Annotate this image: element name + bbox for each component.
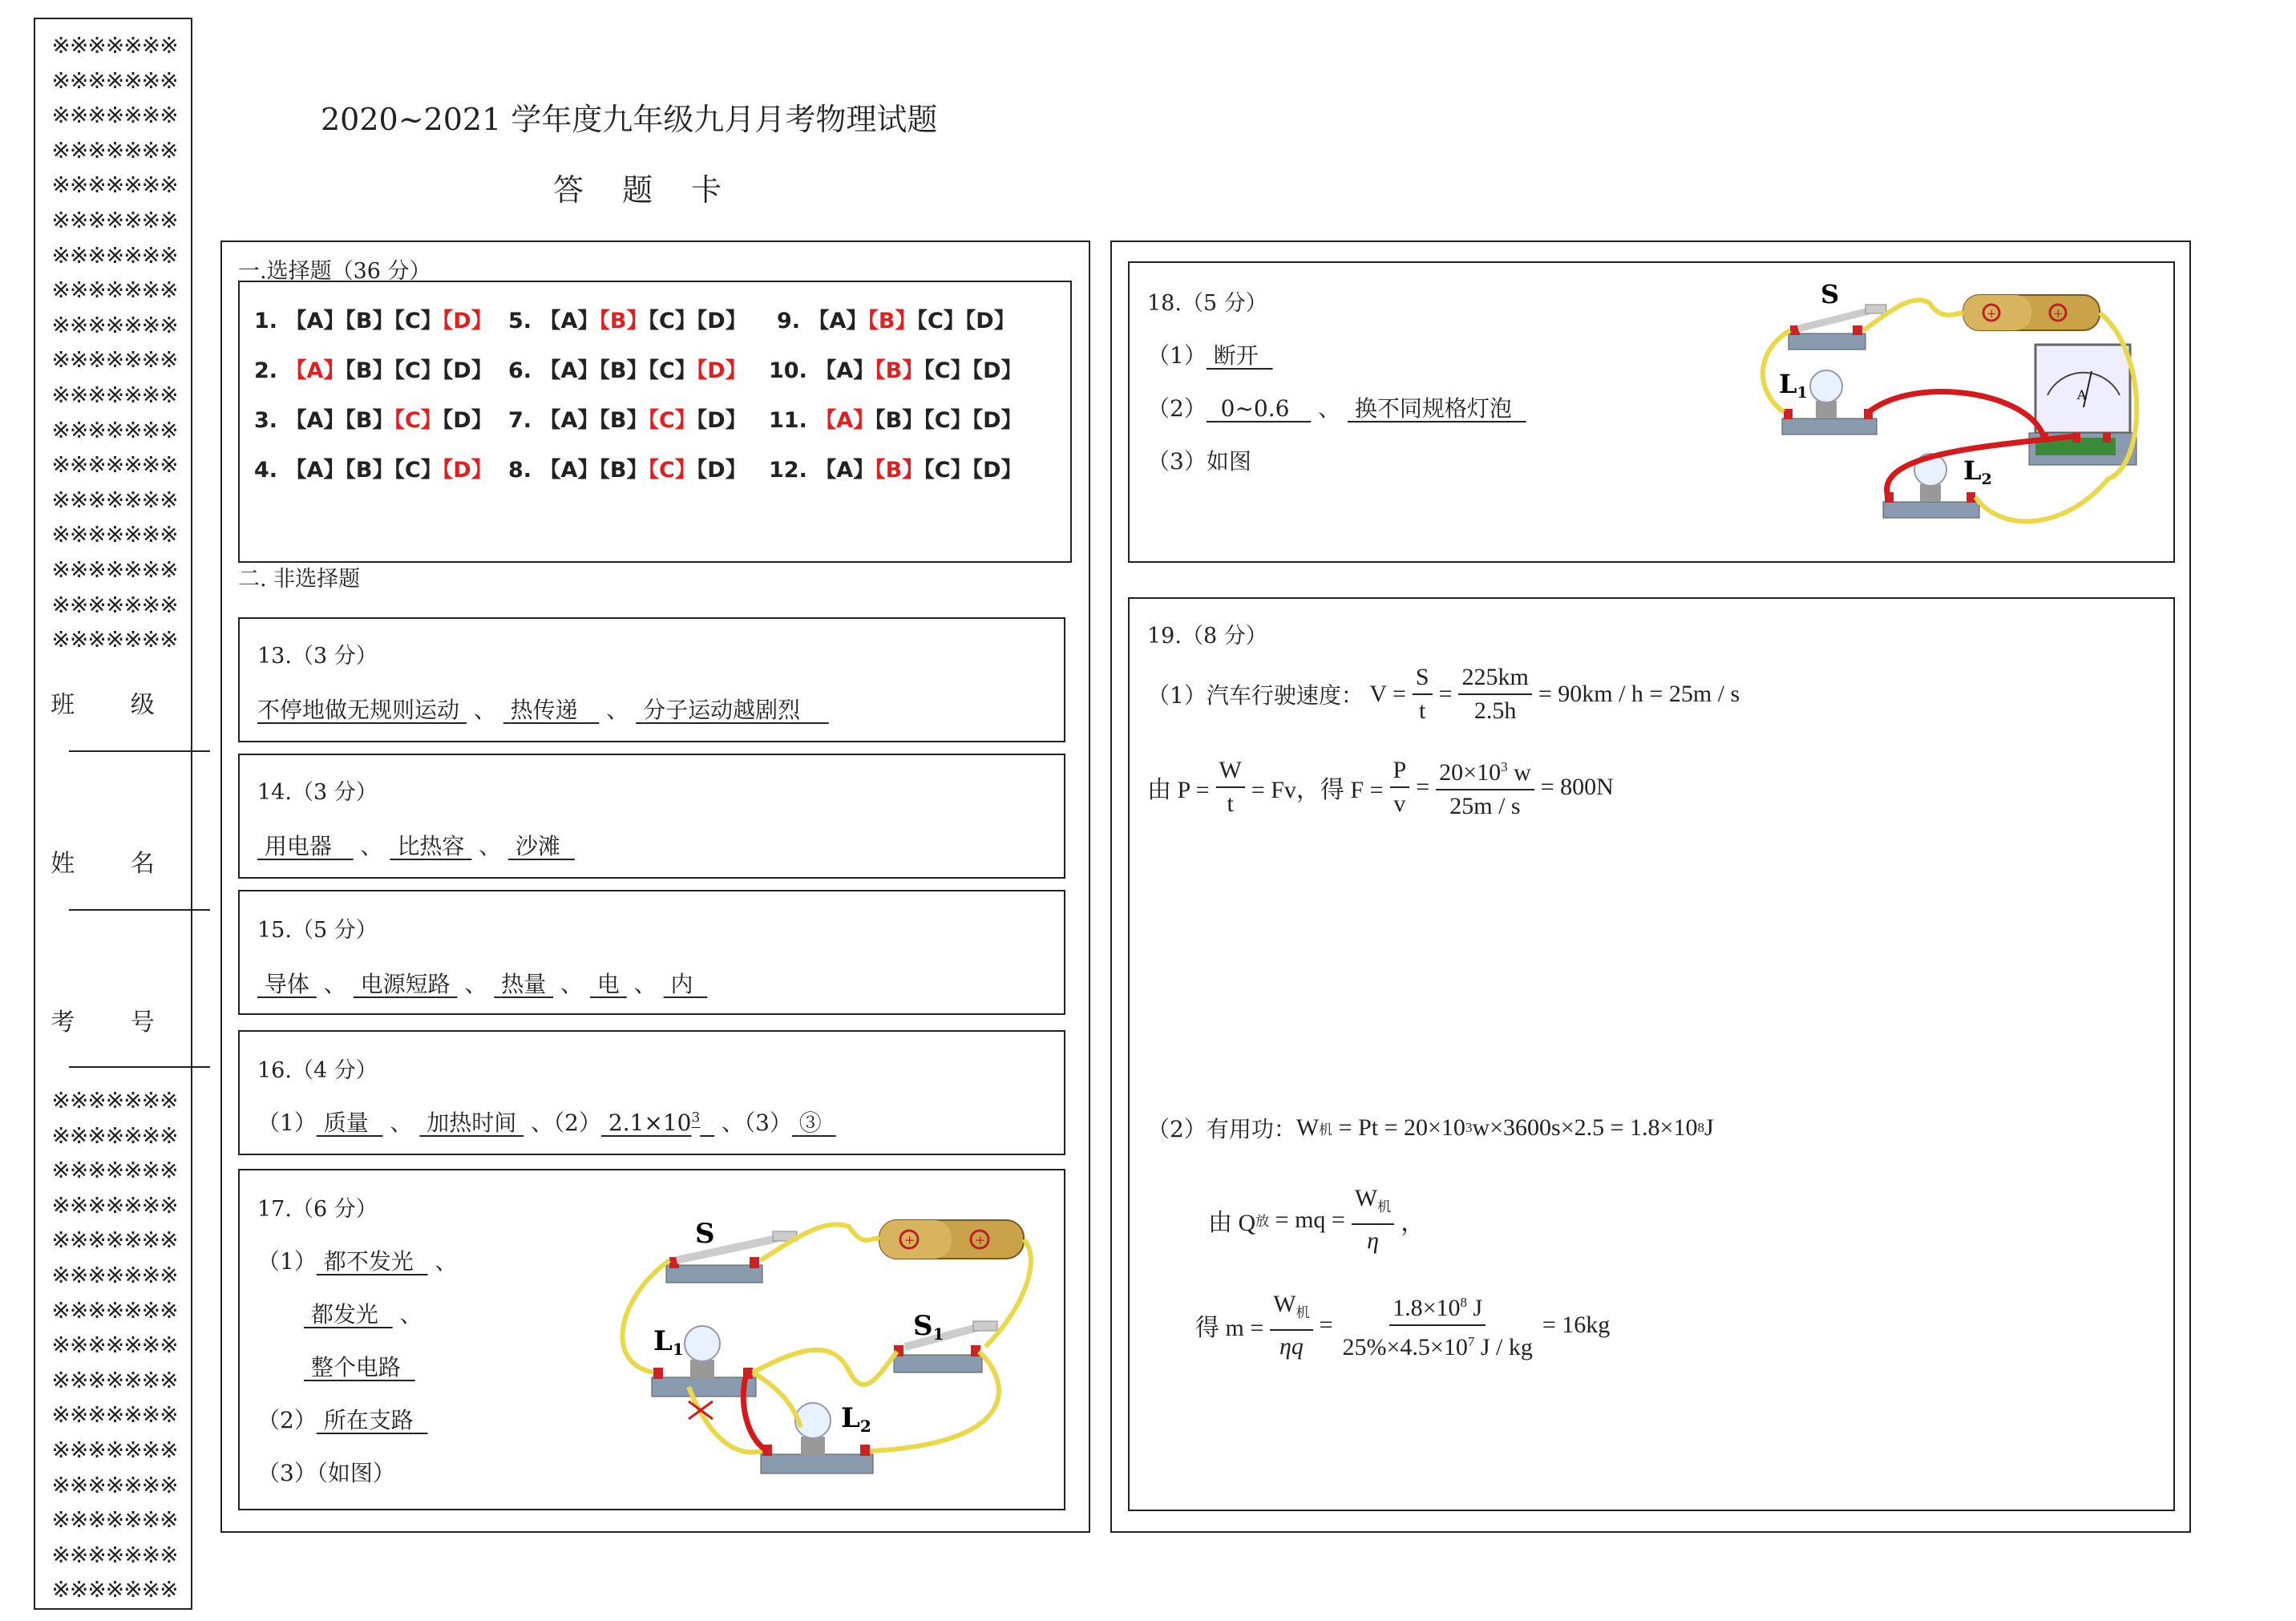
q14-answer-3: 沙滩 (515, 833, 561, 859)
q15-box (238, 890, 1065, 1015)
mc-question-number: 12. (769, 458, 807, 483)
seal-star-row: ※※※※※※※ (51, 172, 178, 199)
switch-s-label: S (1821, 279, 1840, 309)
q19-line-5: 得 m = $\frac{W_机}{\eta q}$ = $\frac{1.8\times 10^8 J}{25\%\times 4.5\times 10^7 J / kg}$ = 16kg (1195, 1287, 1610, 1364)
mc-question-number: 10. (769, 358, 807, 383)
seal-star-row: ※※※※※※※ (51, 207, 178, 233)
q17-answer-4: 所在支路 (323, 1407, 414, 1433)
seal-star-row: ※※※※※※※ (51, 32, 178, 59)
mc-option-c[interactable]: 【C】 (648, 309, 697, 333)
q16-answer-4: ③ (798, 1110, 822, 1136)
q14-answers: 用电器 、 比热容 、 沙滩 (264, 833, 561, 859)
seal-star-row: ※※※※※※※ (51, 486, 178, 513)
mc-option-b[interactable]: 【B】 (345, 458, 394, 483)
exam-no-label: 考 号 (51, 1009, 179, 1037)
mc-option-c[interactable]: 【C】 (648, 458, 697, 483)
battery-icon (1963, 295, 2100, 330)
seal-star-row: ※※※※※※※ (51, 67, 178, 94)
mc-option-d[interactable]: 【D】 (442, 458, 493, 483)
mc-question-5 (508, 303, 747, 334)
class-line (69, 750, 210, 752)
section2-title: 二. 非选择题 (238, 567, 361, 592)
mc-option-a[interactable]: 【A】 (815, 408, 875, 433)
mc-question-number: 4. (254, 458, 278, 483)
seal-star-row: ※※※※※※※ (51, 346, 178, 374)
q15-answers: 导体 、 电源短路 、 热量 、 电 、 内 (264, 971, 693, 997)
q18-answer-3: 换不同规格灯泡 (1354, 395, 1512, 422)
mc-question-2 (254, 353, 493, 384)
q17-answer-row-5: （3）（如图） (257, 1460, 395, 1486)
mc-option-b[interactable]: 【B】 (875, 408, 924, 433)
q16-answer-3: 2.1×10 (608, 1110, 692, 1136)
q13-heading: 13.（3 分） (257, 644, 378, 669)
q17-answer-3: 整个电路 (310, 1354, 401, 1380)
mc-question-9 (777, 303, 1016, 334)
lamp-l2-icon (1883, 454, 1992, 518)
q17-answer-1: 都不发光 (323, 1248, 414, 1275)
mc-option-c[interactable]: 【C】 (648, 358, 697, 383)
seal-star-row: ※※※※※※※ (51, 1541, 178, 1568)
mc-option-a[interactable]: 【A】 (539, 358, 600, 383)
seal-star-row: ※※※※※※※ (51, 451, 178, 479)
mc-question-1 (254, 303, 493, 334)
mc-question-12 (769, 452, 1023, 483)
mc-question-4 (254, 452, 493, 483)
q18-answer-row-2: （2） 0~0.6 、 换不同规格灯泡 (1147, 395, 1512, 422)
q13-answer-2: 热传递 (510, 697, 578, 723)
q13-answer-1: 不停地做无规则运动 (257, 697, 460, 723)
page-title: 2020~2021 学年度九年级九月月考物理试题 (321, 102, 938, 137)
q17-heading: 17.（6 分） (257, 1197, 378, 1222)
mc-option-d[interactable]: 【D】 (696, 408, 747, 433)
q19-line-2: 由 P = $\frac{W}{t}$ = Fv，得 F = $\frac{P}{v}$ = $\frac{20\times 10^3 w}{25m / s}$ = 800N (1147, 751, 1614, 823)
q14-box (238, 754, 1065, 879)
q15-answer-3: 热量 (501, 971, 547, 997)
mc-option-b[interactable]: 【B】 (599, 458, 649, 483)
mc-option-c[interactable]: 【C】 (916, 309, 965, 333)
switch-s-label: S (695, 1218, 715, 1250)
mc-question-10 (769, 353, 1023, 384)
mc-option-d[interactable]: 【D】 (964, 309, 1016, 333)
mc-option-b[interactable]: 【B】 (875, 358, 924, 383)
q18-circuit-diagram (1731, 271, 2148, 556)
mc-question-number: 5. (508, 309, 532, 333)
seal-star-row: ※※※※※※※ (51, 102, 178, 129)
mc-question-7 (508, 402, 747, 434)
mc-option-c[interactable]: 【C】 (924, 408, 972, 433)
seal-star-row: ※※※※※※※ (51, 1262, 178, 1288)
mc-option-b[interactable]: 【B】 (599, 358, 649, 383)
seal-star-row: ※※※※※※※ (51, 521, 178, 548)
mc-question-number: 1. (254, 309, 278, 333)
q16-box (238, 1030, 1065, 1155)
ammeter-icon (2029, 345, 2136, 465)
lamp-l1-label: L1 (653, 1325, 684, 1359)
mc-option-d[interactable]: 【D】 (442, 309, 493, 333)
mc-question-8 (508, 452, 747, 483)
switch-s1-icon (894, 1310, 997, 1372)
q13-box (238, 617, 1065, 742)
q16-answer-1: 质量 (323, 1110, 369, 1136)
q15-answer-1: 导体 (264, 971, 309, 997)
mc-option-c[interactable]: 【C】 (924, 358, 972, 383)
q18-answer-row-3: （3）如图 (1147, 448, 1251, 475)
seal-star-row: ※※※※※※※ (51, 1332, 178, 1359)
mc-option-a[interactable]: 【A】 (807, 309, 868, 333)
q18-answer-1: 断开 (1213, 342, 1259, 369)
q14-answer-1: 用电器 (264, 833, 332, 859)
lamp-l1-label: L1 (1779, 369, 1808, 402)
name-line (69, 909, 210, 911)
lamp-l2-icon (761, 1402, 873, 1473)
seal-star-row: ※※※※※※※ (51, 136, 178, 164)
section1-title: 一.选择题（36 分） (238, 259, 431, 284)
mc-option-a[interactable]: 【A】 (285, 408, 346, 433)
q13-answers: 不停地做无规则运动 、 热传递 、 分子运动越剧烈 (257, 697, 801, 723)
seal-star-row: ※※※※※※※ (51, 556, 178, 583)
q14-heading: 14.（3 分） (257, 780, 378, 805)
q17-answer-row-4: （2） 所在支路 (257, 1407, 414, 1433)
mc-option-c[interactable]: 【C】 (394, 458, 443, 483)
mc-option-c[interactable]: 【C】 (394, 309, 443, 333)
mc-question-number: 9. (777, 309, 801, 333)
mc-option-a[interactable]: 【A】 (285, 358, 346, 383)
q19-box (1128, 597, 2175, 1511)
lamp-l2-label: L2 (1963, 455, 1992, 488)
mc-option-d[interactable]: 【D】 (972, 458, 1023, 483)
lamp-l2-label: L2 (841, 1402, 871, 1436)
lamp-l1-icon (652, 1325, 756, 1397)
mc-option-c[interactable]: 【C】 (648, 408, 697, 433)
q18-heading: 18.（5 分） (1147, 291, 1267, 316)
mc-option-d[interactable]: 【D】 (972, 358, 1023, 383)
q17-answer-row-1: （1） 都不发光 、 (257, 1248, 458, 1275)
seal-star-row: ※※※※※※※ (51, 382, 178, 408)
mc-option-d[interactable]: 【D】 (696, 309, 747, 333)
q17-answer-row-3 (304, 1350, 415, 1382)
svg-text:A: A (2077, 387, 2087, 402)
seal-star-row: ※※※※※※※ (51, 1506, 178, 1534)
seal-star-row: ※※※※※※※ (51, 1191, 178, 1219)
mc-option-d[interactable]: 【D】 (442, 408, 493, 433)
seal-star-row: ※※※※※※※ (51, 1366, 178, 1393)
seal-star-row: ※※※※※※※ (51, 1401, 178, 1429)
seal-star-row: ※※※※※※※ (51, 277, 178, 304)
lamp-l1-icon (1779, 369, 1877, 435)
svg-text:+: + (1987, 306, 1997, 321)
mc-question-number: 7. (508, 408, 532, 433)
mc-option-a[interactable]: 【A】 (285, 309, 346, 333)
mc-option-a[interactable]: 【A】 (815, 358, 875, 383)
mc-question-11 (769, 402, 1023, 434)
mc-option-a[interactable]: 【A】 (539, 408, 600, 433)
q13-answer-3: 分子运动越剧烈 (643, 697, 801, 723)
q16-heading: 16.（4 分） (257, 1058, 378, 1083)
q17-box (238, 1169, 1065, 1510)
q16-answer-2: 加热时间 (426, 1110, 517, 1136)
seal-star-row: ※※※※※※※ (51, 1437, 178, 1463)
mc-option-c[interactable]: 【C】 (394, 408, 443, 433)
q15-answer-4: 电 (596, 971, 620, 997)
mc-option-d[interactable]: 【D】 (972, 408, 1023, 433)
seal-star-row: ※※※※※※※ (51, 626, 178, 653)
switch-s1-label: S1 (913, 1310, 944, 1344)
mc-option-a[interactable]: 【A】 (285, 458, 346, 483)
mc-option-b[interactable]: 【B】 (345, 408, 394, 433)
q18-box (1128, 261, 2175, 563)
mc-option-b[interactable]: 【B】 (599, 309, 649, 333)
q14-answer-2: 比热容 (397, 833, 465, 859)
seal-star-row: ※※※※※※※ (51, 1296, 178, 1324)
mc-option-b[interactable]: 【B】 (345, 309, 394, 333)
mc-option-c[interactable]: 【C】 (924, 458, 972, 483)
q15-heading: 15.（5 分） (257, 918, 378, 943)
seal-star-row: ※※※※※※※ (51, 241, 178, 269)
q15-answer-2: 电源短路 (360, 971, 451, 997)
q19-heading: 19.（8 分） (1147, 624, 1267, 649)
mc-option-b[interactable]: 【B】 (867, 309, 917, 333)
mc-question-number: 11. (769, 408, 807, 433)
exam-no-line (69, 1066, 210, 1068)
q19-line-4: 由 Q 放 = mq = $\frac{W_机}{\eta}$ ， (1208, 1182, 1425, 1257)
mc-box (238, 281, 1072, 563)
name-label: 姓 名 (51, 850, 179, 878)
seal-star-row: ※※※※※※※ (51, 311, 178, 338)
mc-option-a[interactable]: 【A】 (539, 458, 600, 483)
mc-option-b[interactable]: 【B】 (345, 358, 394, 383)
svg-text:+: + (2053, 306, 2064, 321)
svg-text:+: + (904, 1232, 916, 1247)
q17-answer-row-2: 都发光 、 (310, 1301, 422, 1328)
q19-line-1: （1）汽车行驶速度： V = $\frac{S}{t}$ = $\frac{225km}{2.5h}$ = 90km / h = 25m / s (1147, 661, 1740, 727)
mc-question-number: 2. (254, 358, 278, 383)
q17-answer-2: 都发光 (310, 1301, 378, 1328)
svg-text:+: + (975, 1232, 986, 1247)
mc-option-a[interactable]: 【A】 (539, 309, 600, 333)
q16-answers: （1） 质量 、 加热时间 、（2） $2.1\times 10^3$ 、（3） ③ (257, 1110, 822, 1136)
seal-star-row: ※※※※※※※ (51, 1122, 178, 1149)
seal-star-row: ※※※※※※※ (51, 1157, 178, 1184)
mc-option-b[interactable]: 【B】 (599, 408, 649, 433)
seal-star-row: ※※※※※※※ (51, 1227, 178, 1254)
q18-answer-2: 0~0.6 (1220, 395, 1290, 422)
seal-star-row: ※※※※※※※ (51, 1087, 178, 1114)
seal-star-row: ※※※※※※※ (51, 1471, 178, 1498)
switch-s-icon (1789, 279, 1886, 350)
mc-question-3 (254, 402, 493, 434)
seal-star-row: ※※※※※※※ (51, 591, 178, 618)
q17-circuit-diagram (608, 1186, 1057, 1503)
mc-option-d[interactable]: 【D】 (696, 358, 747, 383)
mc-option-c[interactable]: 【C】 (394, 358, 443, 383)
mc-option-d[interactable]: 【D】 (696, 458, 747, 483)
mc-question-6 (508, 353, 747, 384)
seal-strip (34, 18, 192, 1610)
page-subtitle: 答 题 卡 (553, 172, 737, 208)
mc-question-number: 6. (508, 358, 532, 383)
seal-star-row: ※※※※※※※ (51, 416, 178, 443)
q18-answer-row-1: （1） 断开 (1147, 342, 1259, 369)
mc-question-number: 3. (254, 408, 278, 433)
q19-line-3: （2）有用功： W 机 = Pt = 20×10 3 w×3600s×2.5 = 1.8×10 8 J (1147, 1114, 1714, 1142)
seal-star-row: ※※※※※※※ (51, 1576, 178, 1603)
class-label: 班 级 (51, 691, 179, 719)
battery-icon (879, 1220, 1024, 1259)
mc-option-a[interactable]: 【A】 (815, 458, 875, 483)
mc-option-d[interactable]: 【D】 (442, 358, 493, 383)
mc-option-b[interactable]: 【B】 (875, 458, 924, 483)
q15-answer-5: 内 (670, 971, 693, 997)
mc-question-number: 8. (508, 458, 532, 483)
